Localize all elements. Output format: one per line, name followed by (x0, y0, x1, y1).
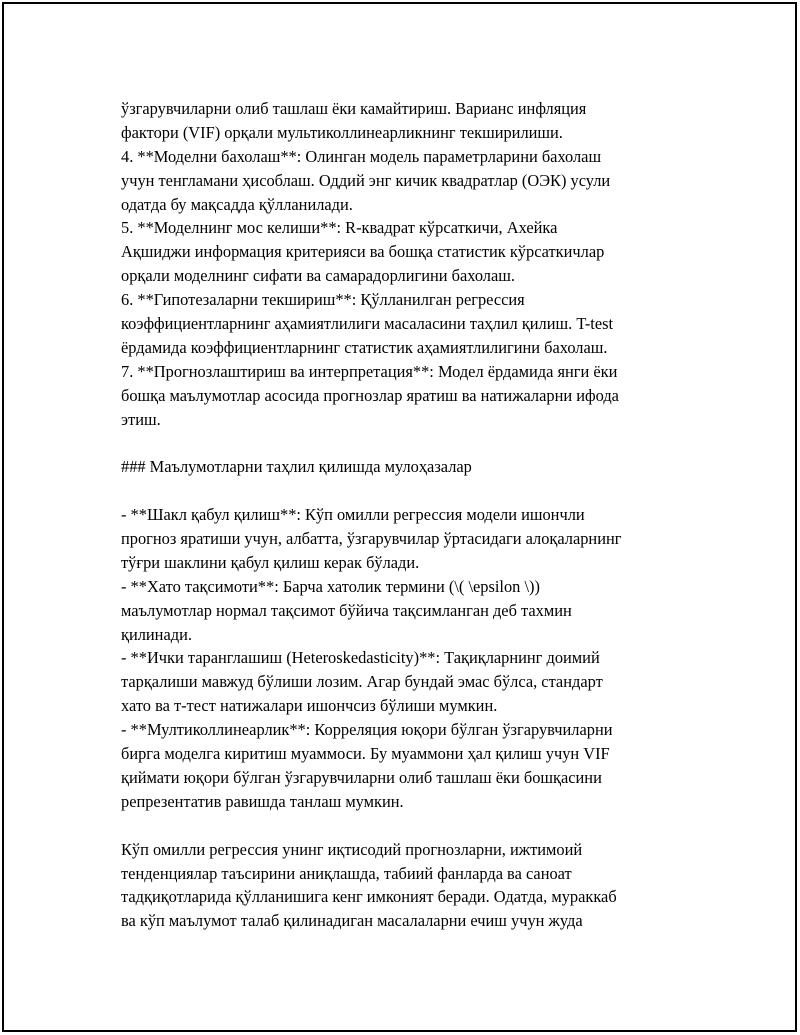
bullet-item-heteroskedasticity: - **Ички таранглашиш (Heteroskedasticity)**: Тақиқларнинг доимий (121, 648, 600, 668)
text-line: ёрдамида коэффициентларнинг статистик аҳамиятлилигини бахолаш. (121, 337, 608, 357)
blank-line (121, 431, 696, 455)
text-line: Ақшиджи информация критерияси ва бошқа статистик кўрсаткичлар (121, 242, 605, 262)
closing-paragraph-line: тенденциялар таъсирини аниқлашда, табиий фанларда ва саноат (121, 863, 572, 883)
text-line: қилинади. (121, 624, 192, 644)
bullet-item-multicollinearity: - **Мултиколлинеарлик**: Корреляция юқори бўлган ўзгарувчиларни (121, 720, 613, 740)
text-line: бошқа маълумотлар асосида прогнозлар яратиш ва натижаларни ифода (121, 385, 619, 405)
bullet-item-shape: - **Шакл қабул қилиш**: Кўп омилли регрессия модели ишончли (121, 505, 585, 525)
blank-line (121, 479, 696, 503)
text-line: прогноз яратиши учун, албатта, ўзгарувчилар ўртасидаги алоқаларнинг (121, 529, 622, 549)
closing-paragraph-line: Кўп омилли регрессия унинг иқтисодий прогнозларни, ижтимоий (121, 839, 583, 859)
list-item-7: 7. **Прогнозлаштириш ва интерпретация**: Модел ёрдамида янги ёки (121, 361, 618, 381)
text-line: тўғри шаклини қабул қилиш керак бўлади. (121, 552, 420, 572)
text-line: репрезентатив равишда танлаш мумкин. (121, 791, 404, 811)
text-line: одатда бу мақсадда қўлланилади. (121, 194, 353, 214)
bullet-item-error-distribution: - **Хато тақсимоти**: Барча хатолик термини (\( \epsilon \)) (121, 576, 540, 596)
list-item-4: 4. **Моделни бахолаш**: Олинган модель параметрларини бахолаш (121, 146, 602, 166)
text-line: маълумотлар нормал тақсимот бўйича тақсимланган деб тахмин (121, 600, 572, 620)
closing-paragraph-line: ва кўп маълумот талаб қилинадиган масалаларни ечиш учун жуда (121, 911, 583, 931)
list-item-5: 5. **Моделнинг мос келиши**: R-квадрат кўрсаткичи, Ахейка (121, 218, 558, 238)
list-item-6: 6. **Гипотезаларни текшириш**: Қўлланилган регрессия (121, 290, 525, 310)
text-line: бирга моделга киритиш муаммоси. Бу муаммони ҳал қилиш учун VIF (121, 744, 610, 764)
blank-line (121, 814, 696, 838)
closing-paragraph-line: тадқиқотларида қўлланишига кенг имконият беради. Одатда, мураккаб (121, 887, 617, 907)
text-line: этиш. (121, 409, 161, 429)
page-frame (2, 2, 797, 1032)
text-line: орқали моделнинг сифати ва самарадорлигини бахолаш. (121, 266, 515, 286)
text-line: коэффициентларнинг аҳамиятлилиги масаласини таҳлил қилиш. T-test (121, 314, 614, 334)
text-line: хато ва т-тест натижалари ишончсиз бўлиши мумкин. (121, 696, 498, 716)
text-line: тарқалиши мавжуд бўлиши лозим. Агар бундай эмас бўлса, стандарт (121, 672, 603, 692)
text-line: ўзгарувчиларни олиб ташлаш ёки камайтириш. Варианс инфляция (121, 99, 587, 118)
document-body (121, 97, 696, 933)
section-heading: ### Маълумотларни таҳлил қилишда мулоҳазалар (121, 457, 472, 477)
text-line: фактори (VIF) орқали мультиколлинеарликнинг текширилиши. (121, 122, 563, 142)
text-line: қиймати юқори бўлган ўзгарувчиларни олиб ташлаш ёки бошқасини (121, 767, 602, 787)
text-line: учун тенгламани ҳисоблаш. Оддий энг кичик квадратлар (ОЭК) усули (121, 170, 611, 190)
